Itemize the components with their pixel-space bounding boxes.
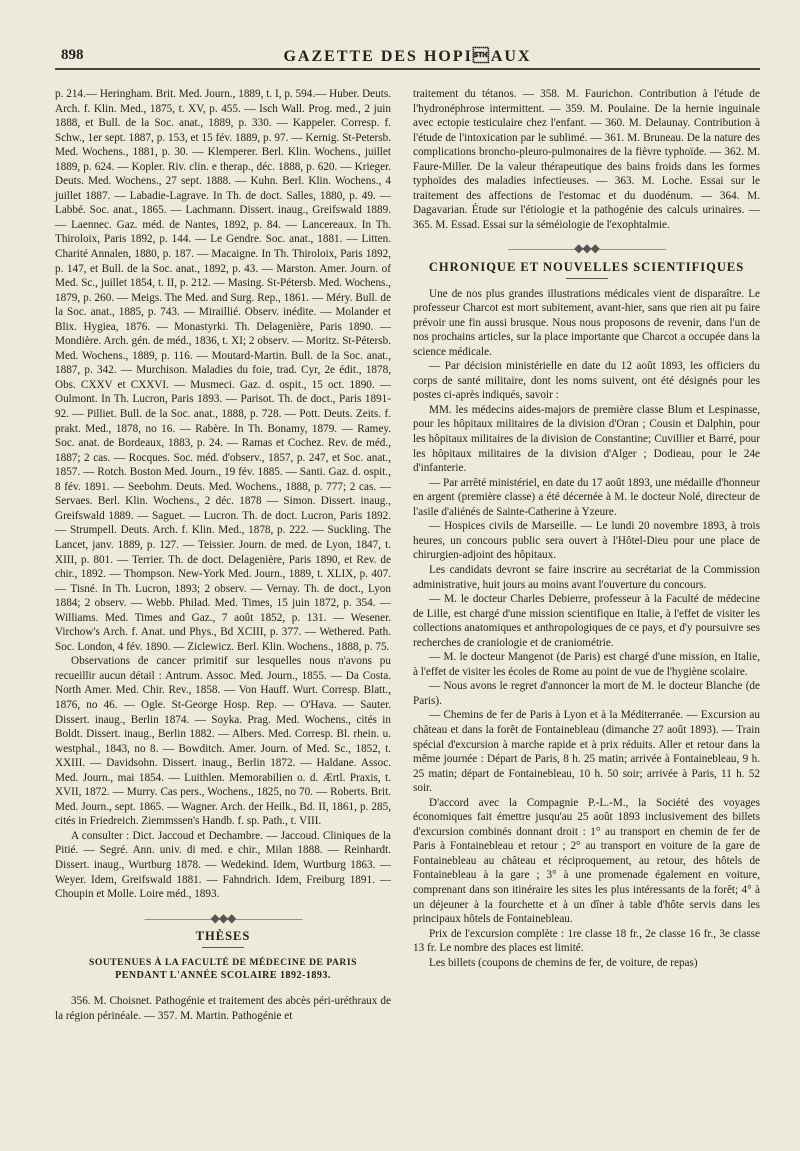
news-paragraph: — M. le docteur Mangenot (de Paris) est chargé d'une mission, en Italie, à l'effet de visiter les écoles de Rome au point de vue de l'hygiène scolaire. [413, 651, 760, 678]
right-column [413, 87, 760, 970]
section-ornament: ——————◆◆◆—————— [508, 241, 665, 256]
bibliography-paragraph: A consulter : Dict. Jaccoud et Dechambre. — Jaccoud. Cliniques de la Pitié. — Segré. Ann. univ. di med. e chir., Milan 1888. — Reinhardt. Dissert. inaug., Wurtburg 1878. — Wedekind. Idem, Wurtburg 1863. — Weyer. Idem, Greifswald 1881. — Fahndrich. Idem, Freiburg 1891. — Choupin et Molle. Loire méd., 1893. [55, 829, 391, 901]
left-column [55, 87, 391, 1023]
news-paragraph: Prix de l'excursion complète : 1re classe 18 fr., 2e classe 16 fr., 3e classe 13 fr. Le nombre des places est limité. [413, 927, 760, 955]
bibliography-paragraph: p. 214.— Heringham. Brit. Med. Journ., 1889, t. I, p. 594.— Huber. Deuts. Arch. f. Klin. Med., 1875, t. XV, p. 455. — Isch Wall. Prog. med., 2 juin 1888, et Bull. de la Soc. anat., 1889, p. 330. — Kappeler. Corresp. f. Schw., 1er sept. 1887, p. 153, et 15 fév. 1889, p. 97. — Kernig. St-Petersb. Med. Wochens., 1881, p. 30. — Klemperer. Berl. Klin. Wochens., juillet 1889, p. 624. — Kopler. Riv. clin. e therap., déc. 1888, p. 620. — Krieger. Deuts. Med. Wochens., 27 sept. 1888. — Kuhn. Berl. Klin. Wochens., 4 juillet 1887. — Labadie-Lagrave. In Th. de doct. Salles, 1880, p. 49. — Labbé. Soc. anat., 1865. — Lachmann. Dissert. inaug., Greifswald 1889. — Laennec. Gaz. méd. de Nantes, 1892, p. 84. — Lancereaux. In Th. Thiroloix, Paris 1892, p. 144. — Le Gendre. Soc. anat., 1881. — Litten. Charité Annalen, 1880, p. 187. — Macaigne. In Th. Thiroloix, Paris 1892, p. 147, et Bull. de la Soc. anat., 1892, p. 43. — Marston. Amer. Journ. of Med. Sc., juillet 1854, t. II, p. 212. — Masing. St-Pétersb. Med. Wochens., 1879, p. 260. — Meigs. The Med. and Surg. Rep., 1861. — Méry. Bull. de la Soc. anat., 1885, p. 743. — Miraillié. Observ. inédite. — Molander et Blix. Hygiea, 1876. — Monastyrki. Th. Delagenière, Paris 1890. — Mondière. Arch. gén. de méd., 1836, t. XI; 2 observ. — Moritz. St-Pétersb. Med. Wochens., 1889, p. 116. — Moutard-Martin. Bull. de la Soc. anat., 1887, p. 342. — Murchison. Maladies du foie, trad. Cyr, 2e édit., 1878, Obs. CXXV et CXXVI. — Musmeci. Gaz. d. ospit., 15 oct. 1890. — Oulmont. In Th. Lucron, Paris 1893. — Parisot. Th. de doct., Paris 1891-92. — Pilliet. Bull. de la Soc. anat., 1888, p. 728. — Pott. Deuts. Zeits. f. prakt. Med., 1878, no 16. — Rabère. In Th. Bonamy, 1879. — Ramey. Soc. anat. de Bordeaux, 1883, p. 24. — Ramas et Cochez. Rev. de méd., 1887; 2 cas. — Rocques. Soc. méd. d'observ., 1857, p. 247, et Soc. anat., 1857. — Rotch. Boston Med. Journ., 19 fév. 1885. — Santi. Gaz. d. ospit., 8 fév. 1891. — Seebohm. Deuts. Med. Wochens., 1888, p. 777; 2 cas. — Servaes. Berl. Klin. Wochens., 2 déc. 1878 — Simon. Dissert. inaug., Greifswald 1889. — Saguet. — Lucron. Th. de doct. Lucron, Paris 1892. — Strumpell. Deuts. Arch. f. Klin. Med., 1878, p. 222. — Suckling. The Lancet, janv. 1889, p. 127. — Teissier. Journ. de med. de Lyon, 1847, t. XIII, p. 801. — Terrier. Th. de doct. Delagenière, Paris 1890, et Rev. de chir., 1892. — Thompson. New-York Med. Journ., 1889, t. XLIX, p. 407. — Tisné. In Th. Lucron, 1893; 2 observ. — Vernay. Th. de doct., Lyon 1884; 2 observ. — Webb. Philad. Med. Times, 15 juin 1872, p. 354. — Williams. Med. Times and Gaz., 7 août 1852, p. 131. — Wesener. Virchow's Arch. f. Anat. und Phys., Bd XCIII, p. 377. — Wethered. Path. Soc. London, 4 fév. 1890. — Ziclewicz. Berl. Klin. Wochens., 1888, p. 75. [55, 88, 391, 653]
page-header [55, 44, 760, 70]
news-paragraph: — Par arrêté ministériel, en date du 17 août 1893, une médaille d'honneur en argent (première classe) a été décernée à M. le docteur Nolé, directeur de l'asile d'aliénés de Sainte-Catherine à Yzeure. [413, 476, 760, 518]
news-paragraph: — Par décision ministérielle en date du 12 août 1893, les officiers du corps de santé militaire, dont les noms suivent, ont été désignés pour les postes ci-après indiqués, savoir : [413, 360, 760, 402]
news-paragraph: — Chemins de fer de Paris à Lyon et à la Méditerranée. — Excursion au château et dans la forêt de Fontainebleau (dimanche 27 août 1893). — Train spécial d'excursion à marche rapide et à prix réduits. Aller et retour dans la même journée : Départ de Paris, 8 h. 25 matin; arrivée à Fontainebleau, 9 h. 25 matin; départ de Fontainebleau, 10 h. 50 soir; arrivée à Paris, 11 h. 52 soir. [413, 709, 760, 795]
title-rule [202, 947, 244, 948]
news-paragraph: Une de nos plus grandes illustrations médicales vient de disparaître. Le professeur Charcot est mort subitement, avant-hier, sans que rien ait pu faire prévoir une fin aussi brusque. Nous nous proposons de revenir, dans l'un de nos prochains articles, sur la place importante que Charcot a occupée dans la science médicale. [413, 287, 760, 358]
theses-subtitle: SOUTENUES À LA FACULTÉ DE MÉDECINE DE PARIS [89, 956, 357, 968]
news-paragraph: — M. le docteur Charles Debierre, professeur à la Faculté de médecine de Lille, est chargé d'une mission scientifique en Italie, à l'effet de visiter les collections anatomiques et anthropologiques de ce pays, et d'y poursuivre ses recherches de craniologie et de craniométrie. [413, 593, 760, 649]
theses-title: THÈSES [195, 929, 251, 944]
news-paragraph: D'accord avec la Compagnie P.-L.-M., la Société des voyages économiques fait émettre jusqu'au 25 août 1893 inclusivement des billets d'excursion combinés donnant droit : 1° au transport en chemin de fer de Paris à Fontainebleau et retour ; 2° au transport en voiture de la gare de Fontainebleau au château et réciproquement, au retour, des hôtels de Fontainebleau à la gare ; 3° à une promenade également en voiture, comprenant dans son itinéraire les sites les plus intéressants de la forêt; 4° à un déjeuner à la fourchette et à un dîner à table d'hôte servis dans les principaux hôtels de Fontainebleau. [413, 796, 760, 926]
theses-text: 356. M. Choisnet. Pathogénie et traitement des abcès péri-uréthraux de la région périnéale. — 357. M. Martin. Pathogénie et [55, 995, 391, 1022]
news-paragraph: MM. les médecins aides-majors de première classe Blum et Lespinasse, pour les hôpitaux militaires de la division d'Oran ; Cousin et Dalphin, pour les hôpitaux militaires de la division de Constantine; Cuvillier et Barré, pour les hôpitaux militaires de la division d'Alger ; Dodieau, pour le 24e d'infanterie. [413, 403, 760, 475]
page-number: 898 [61, 47, 84, 63]
bibliography-paragraph: Observations de cancer primitif sur lesquelles nous n'avons pu recueillir aucun détail : Antrum. Assoc. Med. Journ., 1855. — Da Costa. North Amer. Med. Chir. Rev., 1858. — Von Hauff. Wurt. Corresp. Blatt., 1876, no 46. — Ogle. St-George Hosp. Rep. — O'Hava. — Sauter. Dissert. inaug., Berlin 1874. — Soyka. Prag. Med. Wochens., cités in Boldt. Dissert. inaug., Berlin 1882. — Albers. Med. Corresp. Bl. rhein. u. westphal., 1843, no 8. — Bowditch. Amer. Journ. of Med. Sc., 1852, t. XXIII. — Davidsohn. Dissert. inaug., Berlin 1872. — Haldane. Assoc. Med. Journ., mai 1854. — Luithlen. Memorabilien o. d. Ærtl. Praxis, t. XVII, 1872. — Murry. Cas pers., Wochens., 1825, no 70. — Roberts. Brit. Med. Journ., sept. 1865. — Wagner. Arch. der Heilk., Bd. II, 1861, p. 285, cités in Friedreich. Ziemmssen's Handb. f. sp. Path., t. VIII. [55, 655, 391, 828]
theses-continued: traitement du tétanos. — 358. M. Faurichon. Contribution à l'étude de l'hydronéphrose intermittent. — 359. M. Poulaine. De la hernie inguinale avec ectopie testiculaire chez l'enfant. — 360. M. Delaunay. Contribution à l'étude de l'intoxication par le sublimé. — 361. M. Bruneau. De la nature des complications broncho-pleuro-pulmonaires de la fièvre typhoïde. — 362. M. Faure-Miller. De la valeur thérapeutique des bains froids dans les formes typhoïdes des maladies infectieuses. — 363. M. Loche. Essai sur le traitement des affections de l'estomac et du duodénum. — 364. M. Dagavarian. Étude sur l'étiologie et la pathogénie des calculs urinaires. — 365. M. Essad. Essai sur la séméiologie de l'exophtalmie. [413, 88, 760, 231]
running-title: GAZETTE DES HOPIAUX [283, 48, 532, 65]
news-paragraph: — Nous avons le regret d'annoncer la mort de M. le docteur Blanche (de Paris). [413, 680, 760, 707]
chronique-title: CHRONIQUE ET NOUVELLES SCIENTIFIQUES [428, 260, 745, 275]
theses-year-line: PENDANT L'ANNÉE SCOLAIRE 1892-1893. [115, 969, 331, 981]
news-paragraph: — Hospices civils de Marseille. — Le lundi 20 novembre 1893, à trois heures, un concours public sera ouvert à l'Hôtel-Dieu pour une place de chirurgien-adjoint des hôpitaux. [413, 520, 760, 562]
section-ornament: ——————◆◆◆—————— [144, 910, 302, 925]
news-paragraph: Les billets (coupons de chemins de fer, de voiture, de repas) [429, 956, 698, 969]
news-paragraph: Les candidats devront se faire inscrire au secrétariat de la Commission administrative, huit jours au moins avant l'ouverture du concours. [413, 563, 760, 591]
title-rule [566, 278, 608, 279]
